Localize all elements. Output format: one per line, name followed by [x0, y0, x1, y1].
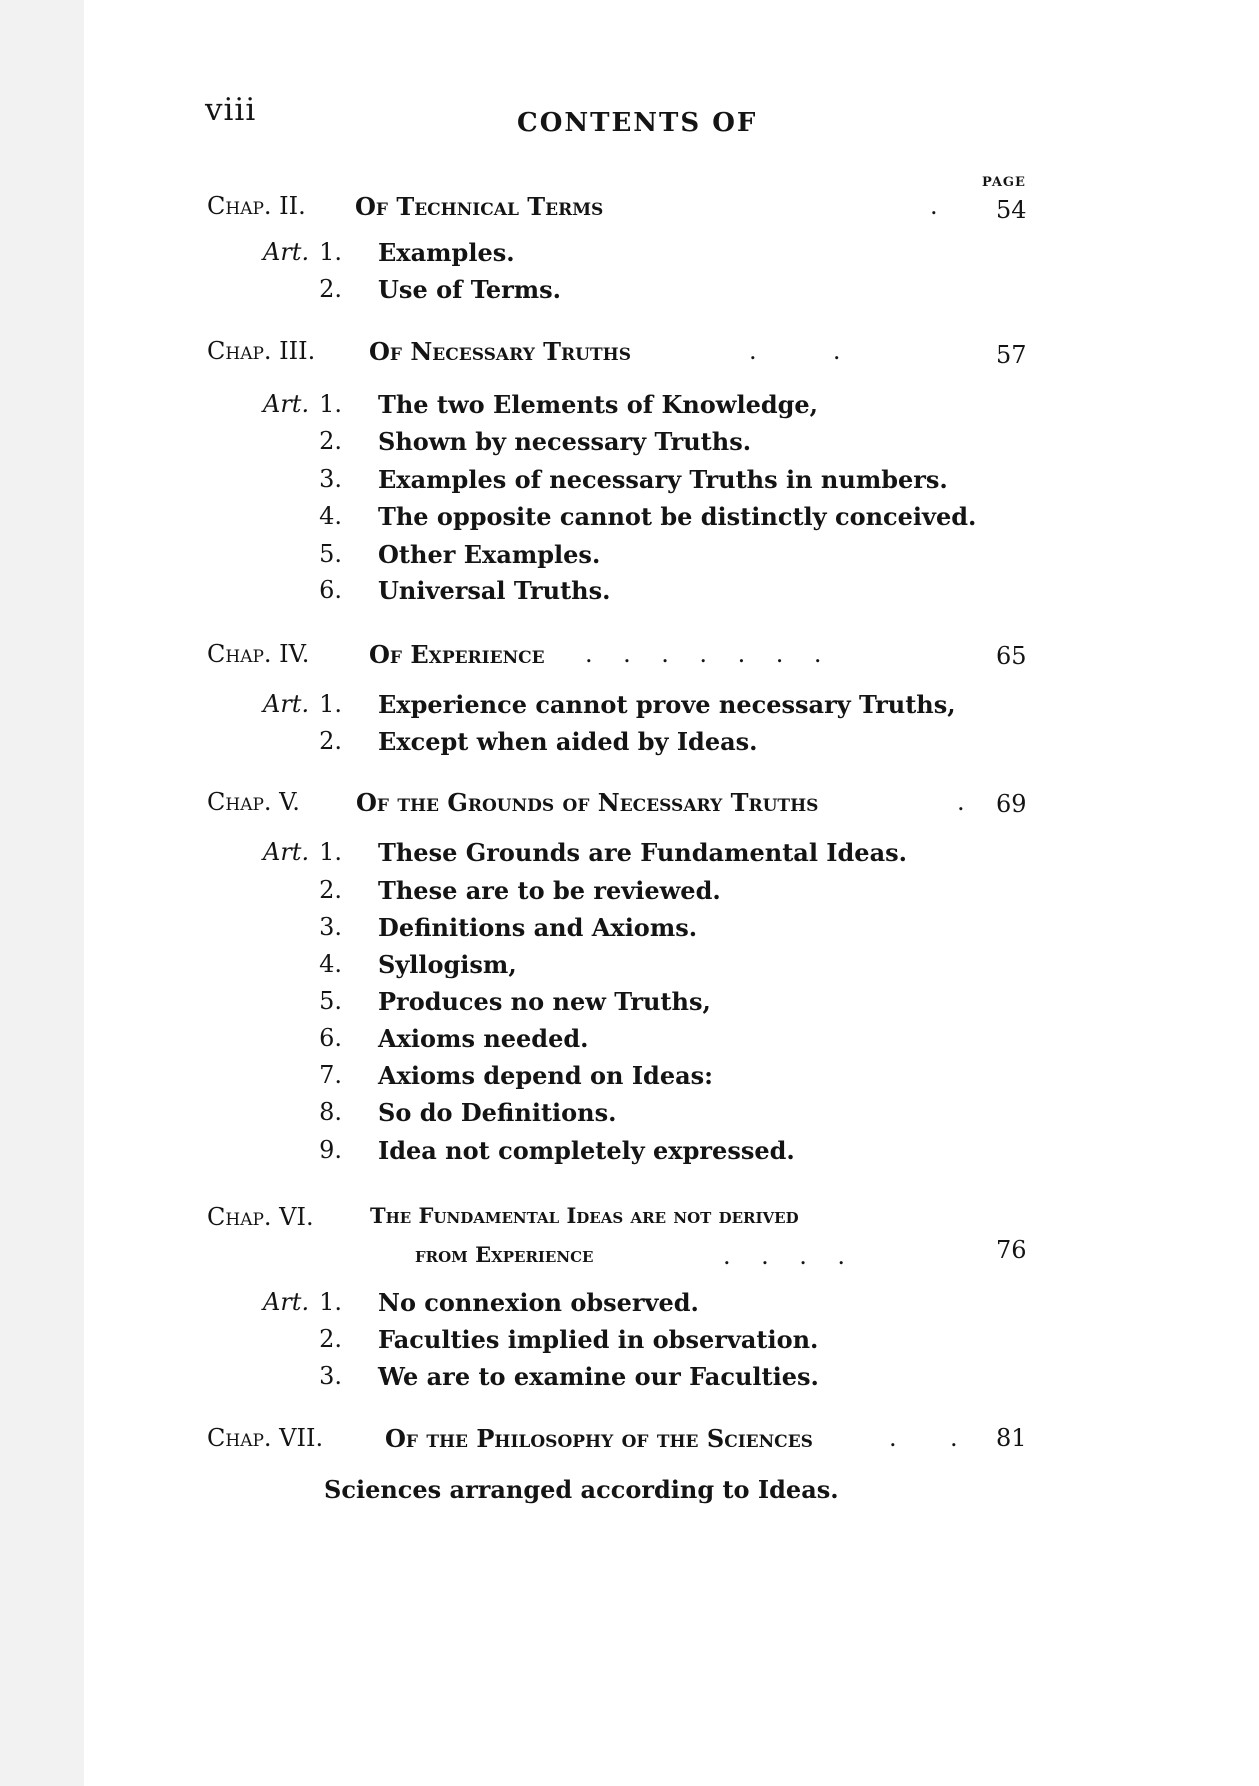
- chapter-title: Of Experience: [369, 640, 545, 669]
- chapter-entry[interactable]: [207, 337, 1027, 369]
- chapter-title-continued: from Experience: [415, 1242, 594, 1267]
- art-label: Art.: [263, 1288, 310, 1316]
- dot-leader: . .: [889, 1424, 958, 1452]
- chapter-entry[interactable]: [207, 1203, 1027, 1270]
- chapter-title: Of the Philosophy of the Sciences: [385, 1424, 813, 1453]
- chapter-number: Chap. V.: [207, 788, 300, 816]
- running-title: CONTENTS OF: [517, 108, 758, 138]
- art-label: Art.: [263, 238, 310, 266]
- art-label: Art.: [263, 390, 310, 418]
- chapter-entry[interactable]: [207, 788, 1027, 818]
- page-number: 76: [996, 1236, 1027, 1264]
- art-label: Art.: [263, 838, 310, 866]
- page-number: 81: [996, 1424, 1027, 1452]
- folio-number: viii: [205, 92, 257, 128]
- chapter-note: Sciences arranged according to Ideas.: [324, 1475, 839, 1504]
- page-column-label: PAGE: [982, 175, 1026, 190]
- chapter-number: Chap. VII.: [207, 1424, 324, 1452]
- chapter-entry[interactable]: [207, 192, 1027, 224]
- chapter-number: Chap. IV.: [207, 640, 310, 668]
- dot-leader: .: [957, 788, 965, 816]
- chapter-number: Chap. II.: [207, 192, 306, 220]
- dot-leader: . . . .: [723, 1242, 846, 1270]
- chapter-title: Of Necessary Truths: [369, 337, 631, 366]
- art-label: Art.: [263, 690, 310, 718]
- chapter-number: Chap. VI.: [207, 1203, 314, 1231]
- chapter-entry[interactable]: [207, 1424, 1027, 1453]
- dot-leader: . .: [749, 337, 841, 365]
- page-margin-shade: [0, 0, 84, 1786]
- page-number: 69: [996, 790, 1027, 818]
- dot-leader: .: [930, 192, 938, 220]
- chapter-entry[interactable]: [207, 640, 1027, 670]
- chapter-title: The Fundamental Ideas are not derived: [370, 1203, 799, 1228]
- chapter-title: Of Technical Terms: [355, 192, 604, 221]
- page-number: 57: [996, 341, 1027, 369]
- page-number: 65: [996, 642, 1027, 670]
- chapter-title: Of the Grounds of Necessary Truths: [356, 788, 819, 817]
- chapter-number: Chap. III.: [207, 337, 316, 365]
- dot-leader: . . . . . . .: [585, 640, 822, 668]
- page-number: 54: [996, 196, 1027, 224]
